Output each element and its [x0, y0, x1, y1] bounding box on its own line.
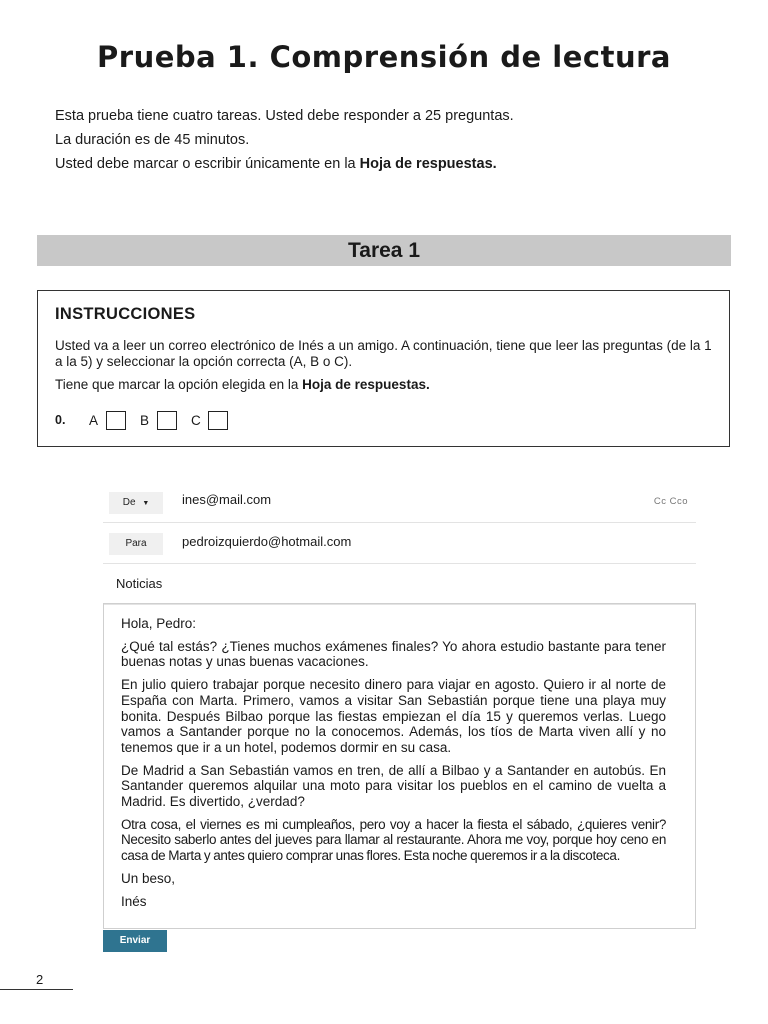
page-number-rule [0, 989, 73, 990]
option-letter: C [191, 412, 201, 428]
send-button[interactable]: Enviar [103, 930, 167, 952]
to-field[interactable]: pedroizquierdo@hotmail.com [182, 534, 352, 549]
answer-sheet-ref: Hoja de respuestas. [302, 377, 430, 392]
instructions-paragraph-1: Usted va a leer un correo electrónico de Inés a un amigo. A continuación, tiene que leer las preguntas (de la 1 a la 5) y seleccionar la opción correcta (A, B o C). [55, 338, 712, 369]
to-row [103, 523, 696, 564]
instructions-text [55, 338, 719, 400]
instructions-paragraph-2 [55, 377, 719, 393]
body-paragraph-4: Otra cosa, el viernes es mi cumpleaños, pero voy a hacer la fiesta el sábado, ¿quieres venir? Necesito saberlo antes del jueves para llamar al restaurante. Ahora me voy, porque hoy ceno en casa de Marta y antes quiero comprar unas flores. Esta noche queremos ir a la discoteca. [121, 816, 666, 864]
closing: Un beso, [121, 870, 176, 886]
intro [55, 104, 514, 176]
cc-bcc-links[interactable]: Cc Cco [653, 496, 688, 507]
option-letter: A [89, 412, 99, 428]
instructions-box [37, 290, 730, 447]
chevron-down-icon: ▼ [142, 500, 150, 507]
page-title: Prueba 1. Comprensión de lectura [97, 40, 671, 74]
instructions-paragraph-2-text: Tiene que marcar la opción elegida en la [55, 377, 303, 392]
intro-line-3 [55, 152, 514, 176]
option-checkbox[interactable] [157, 411, 177, 430]
subject-row [103, 564, 696, 605]
example-item [55, 409, 242, 431]
body-paragraph-1: ¿Qué tal estás? ¿Tienes muchos exámenes finales? Yo ahora estudio bastante para tener buenas notas y unas buenas vacaciones. [121, 638, 666, 670]
from-row [103, 482, 696, 523]
option-letter: B [140, 412, 150, 428]
body-paragraph-2: En julio quiero trabajar porque necesito dinero para viajar en agosto. Quiero ir al norte de España con Marta. Primero, vamos a visitar San Sebastián porque tiene una playa muy bonita. Después Bilbao porque las fiestas empiezan el día 15 y queremos verlas. Luego vamos a Santander porque no la conocemos. Además, los tíos de Marta viven allí y no tenemos que ir a un hotel, podemos dormir en su casa. [121, 677, 666, 755]
intro-line-1: Esta prueba tiene cuatro tareas. Usted debe responder a 25 preguntas. [55, 108, 514, 124]
task-heading: Tarea 1 [37, 235, 731, 266]
intro-line-3-text: Usted debe marcar o escribir únicamente en la [55, 156, 360, 172]
signature: Inés [121, 893, 147, 909]
subject-field[interactable]: Noticias [116, 576, 163, 591]
email-body[interactable] [103, 603, 696, 929]
from-field[interactable]: ines@mail.com [182, 492, 272, 507]
answer-sheet-ref: Hoja de respuestas. [359, 156, 497, 172]
body-paragraph-3: De Madrid a San Sebastián vamos en tren, de allí a Bilbao y a Santander en autobús. En Santander queremos alquilar una moto para visitar los pueblos en el camino de vuelta a Madrid. Es divertido, ¿verdad? [121, 762, 666, 810]
email-body-text [121, 616, 666, 916]
example-number: 0. [55, 413, 66, 427]
to-label: Para [109, 533, 163, 555]
example-option-b [140, 411, 177, 430]
intro-line-2: La duración es de 45 minutos. [55, 132, 250, 148]
greeting: Hola, Pedro: [121, 616, 197, 631]
option-checkbox[interactable] [208, 411, 228, 430]
from-dropdown[interactable] [109, 492, 163, 514]
example-option-c [191, 411, 228, 430]
example-option-a [89, 411, 126, 430]
from-label: De [122, 497, 136, 508]
option-checkbox[interactable] [106, 411, 126, 430]
page-number: 2 [36, 972, 44, 987]
instructions-heading: INSTRUCCIONES [55, 305, 196, 323]
